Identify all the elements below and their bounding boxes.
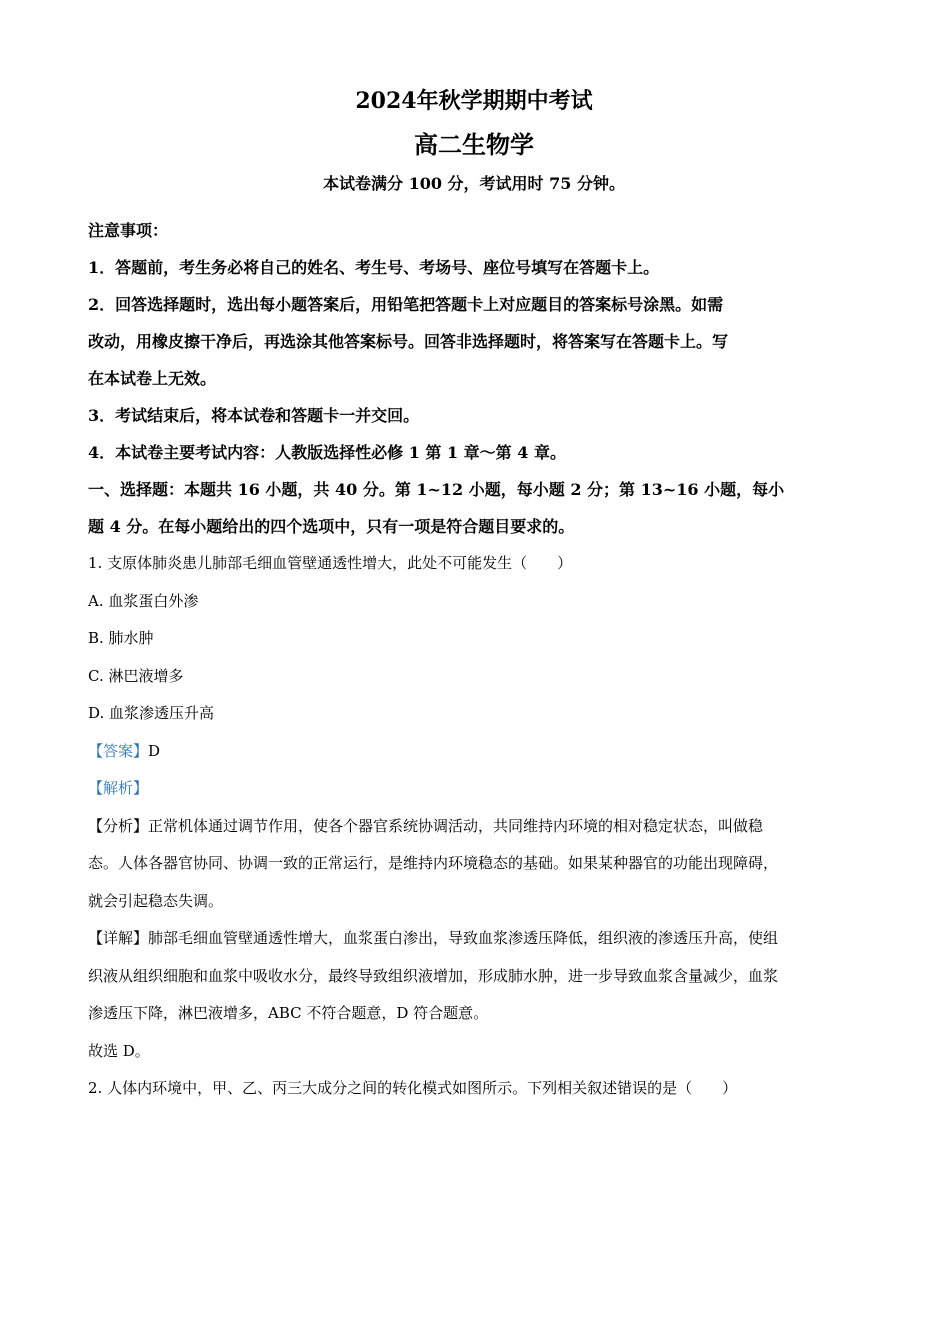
answer-value: D	[148, 741, 161, 760]
question-2	[88, 1070, 860, 1108]
fenxi-text: 就会引起稳态失调。	[88, 891, 224, 910]
analysis-line	[88, 770, 860, 808]
question-stem: 1. 支原体肺炎患儿肺部毛细血管壁通透性增大，此处不可能发生（ ）	[88, 554, 573, 572]
exam-page	[88, 80, 860, 1108]
option-b: B. 肺水肿	[88, 629, 154, 647]
notice-heading: 注意事项：	[88, 221, 169, 240]
xiangjie-line	[88, 920, 860, 958]
notice-item: 2．回答选择题时，选出每小题答案后，用铅笔把答题卡上对应题目的答案标号涂黑。如需	[88, 295, 724, 314]
exam-info: 本试卷满分 100 分，考试用时 75 分钟。	[323, 174, 625, 193]
xiangjie-text: 肺部毛细血管壁通透性增大，血浆蛋白渗出，导致血浆渗透压降低，组织液的渗透压升高，使组	[148, 929, 779, 947]
question-1	[88, 545, 860, 1070]
conclusion: 故选 D。	[88, 1041, 150, 1060]
question-stem: 2. 人体内环境中，甲、乙、丙三大成分之间的转化模式如图所示。下列相关叙述错误的是（ ）	[88, 1079, 738, 1097]
analysis-tag: 【解析】	[88, 779, 149, 797]
notice-item: 在本试卷上无效。	[88, 369, 217, 388]
subject-title: 高二生物学	[414, 130, 534, 159]
notice-item: 改动，用橡皮擦干净后，再选涂其他答案标号。回答非选择题时，将答案写在答题卡上。写	[88, 332, 729, 351]
exam-title: 2024年秋学期期中考试	[355, 88, 593, 114]
option-c: C. 淋巴液增多	[88, 666, 184, 685]
xiangjie-text: 渗透压下降，淋巴液增多，ABC 不符合题意，D 符合题意。	[88, 1004, 489, 1022]
notice-item: 1．答题前，考生务必将自己的姓名、考生号、考场号、座位号填写在答题卡上。	[88, 258, 660, 277]
section-line: 一、选择题：本题共 16 小题，共 40 分。第 1~12 小题，每小题 2 分；第 13~16 小题，每小	[88, 480, 785, 499]
xiangjie-tag: 【详解】	[88, 929, 149, 947]
fenxi-line	[88, 808, 860, 846]
answer-tag: 【答案】	[88, 741, 149, 760]
xiangjie-text: 织液从组织细胞和血浆中吸收水分，最终导致组织液增加，形成肺水肿，进一步导致血浆含量减少，血浆	[88, 966, 779, 985]
option-a: A. 血浆蛋白外渗	[88, 591, 199, 610]
answer-line	[88, 733, 860, 771]
fenxi-text: 态。人体各器官协同、协调一致的正常运行，是维持内环境稳态的基础。如果某种器官的功能出现障碍，	[88, 854, 779, 872]
notice-item: 3．考试结束后，将本试卷和答题卡一并交回。	[88, 406, 420, 425]
section-line: 题 4 分。在每小题给出的四个选项中，只有一项是符合题目要求的。	[88, 517, 575, 536]
section-heading	[88, 471, 860, 545]
fenxi-tag: 【分析】	[88, 816, 149, 835]
notice-item: 4．本试卷主要考试内容：人教版选择性必修 1 第 1 章～第 4 章。	[88, 443, 566, 462]
notice-block	[88, 212, 860, 471]
fenxi-text: 正常机体通过调节作用，使各个器官系统协调活动，共同维持内环境的相对稳定状态，叫做稳	[148, 816, 764, 835]
option-d: D. 血浆渗透压升高	[88, 704, 215, 722]
